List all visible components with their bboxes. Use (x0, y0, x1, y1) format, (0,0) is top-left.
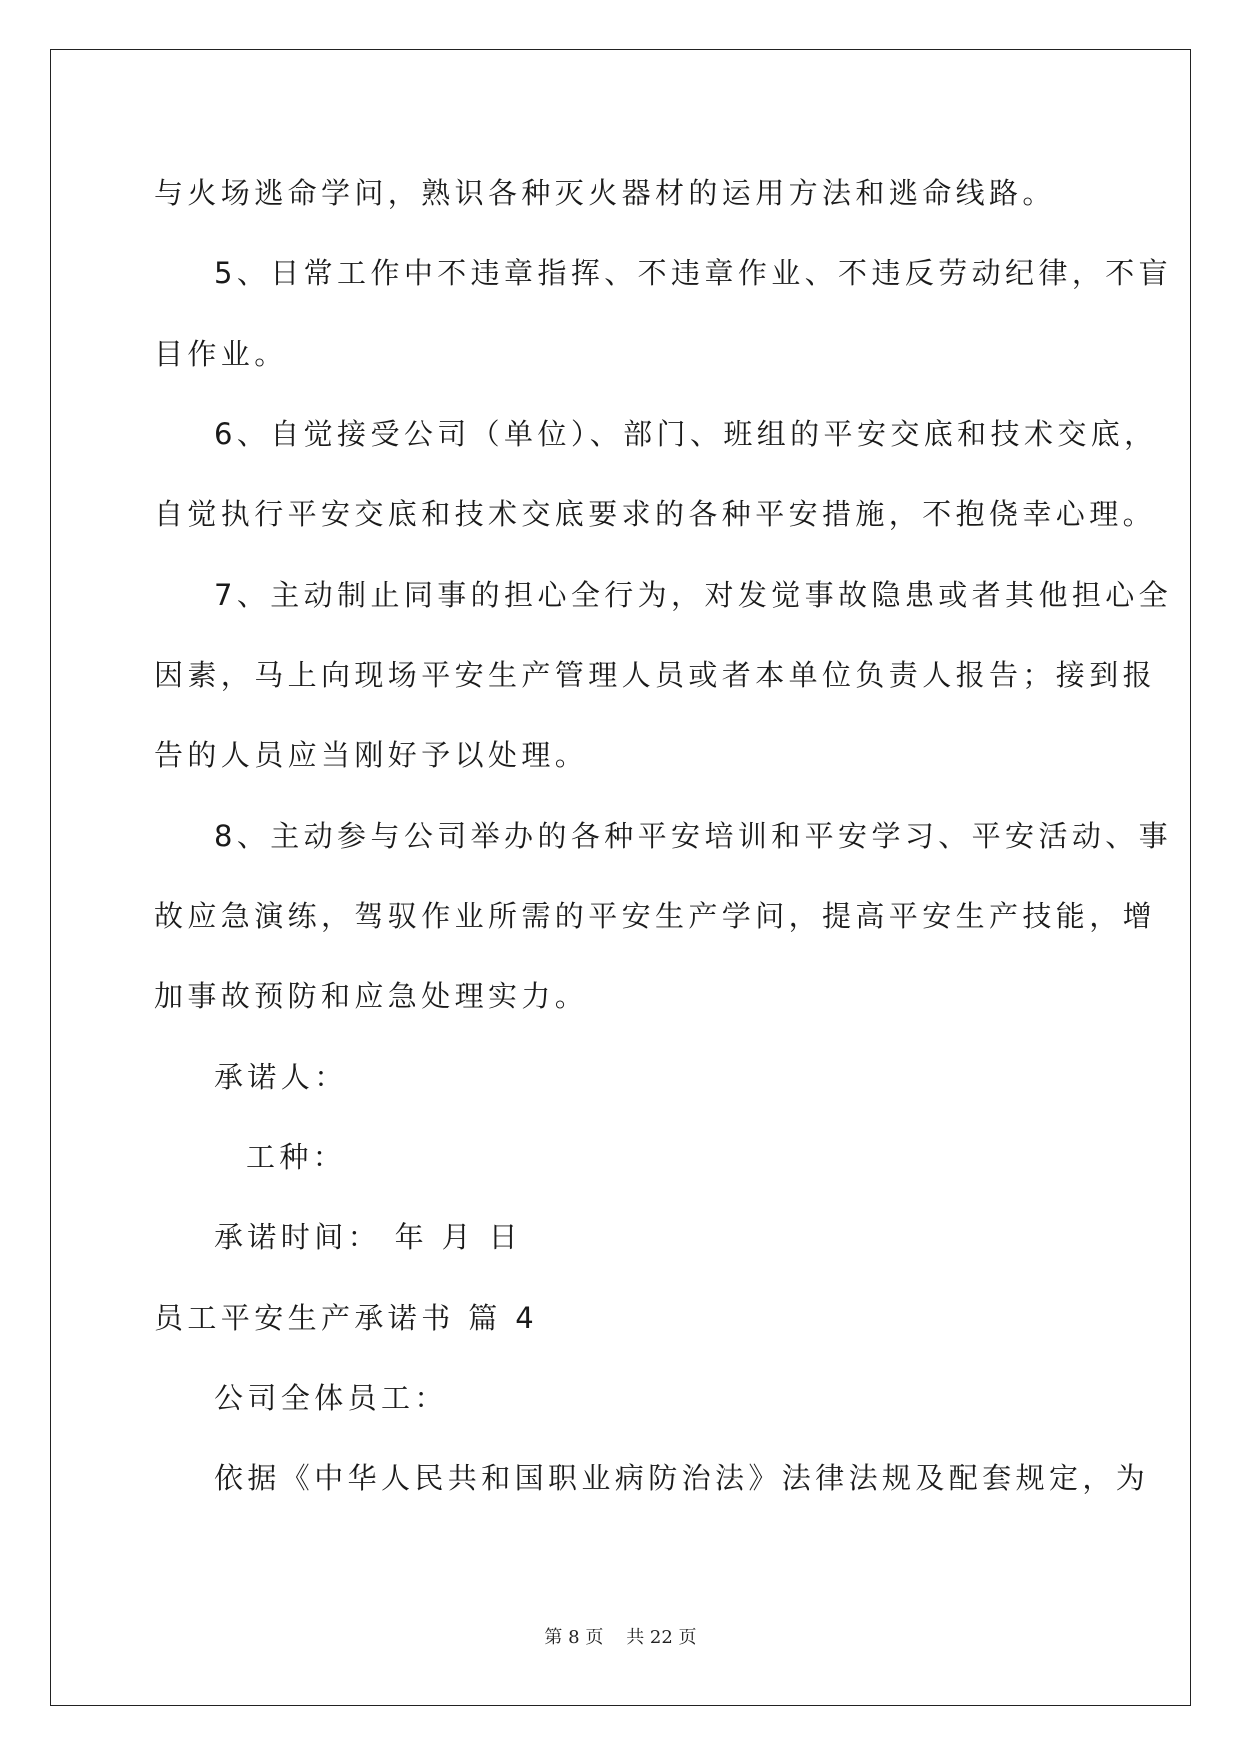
clause-7-line-2: 因素，马上向现场平安生产管理人员或者本单位负责人报告；接到报 (154, 658, 1157, 692)
promise-date-label: 承诺时间： 年 月 日 (214, 1220, 523, 1254)
section-heading: 员工平安生产承诺书 篇 4 (154, 1301, 539, 1335)
job-type-label: 工种： (246, 1140, 347, 1174)
clause-7-line-1: 7、主动制止同事的担心全行为，对发觉事故隐患或者其他担心全 (214, 578, 1173, 612)
clause-8-line-1: 8、主动参与公司举办的各种平安培训和平安学习、平安活动、事 (214, 819, 1173, 853)
promisor-label: 承诺人： (214, 1060, 348, 1094)
clause-7-line-3: 告的人员应当刚好予以处理。 (154, 738, 589, 772)
clause-6-line-1: 6、自觉接受公司（单位）、部门、班组的平安交底和技术交底， (214, 417, 1158, 451)
clause-5-line-2: 目作业。 (154, 337, 288, 371)
clause-8-line-3: 加事故预防和应急处理实力。 (154, 979, 589, 1013)
clause-8-line-2: 故应急演练，驾驭作业所需的平安生产学问，提高平安生产技能，增 (154, 899, 1157, 933)
salutation: 公司全体员工： (214, 1381, 448, 1415)
page-number-footer: 第 8 页 共 22 页 (544, 1627, 697, 1648)
body-paragraph-start: 依据《中华人民共和国职业病防治法》法律法规及配套规定，为 (214, 1461, 1150, 1495)
body-line-1: 与火场逃命学问，熟识各种灭火器材的运用方法和逃命线路。 (154, 176, 1056, 210)
clause-5-line-1: 5、日常工作中不违章指挥、不违章作业、不违反劳动纪律，不盲 (214, 256, 1173, 290)
clause-6-line-2: 自觉执行平安交底和技术交底要求的各种平安措施，不抱侥幸心理。 (154, 497, 1157, 531)
